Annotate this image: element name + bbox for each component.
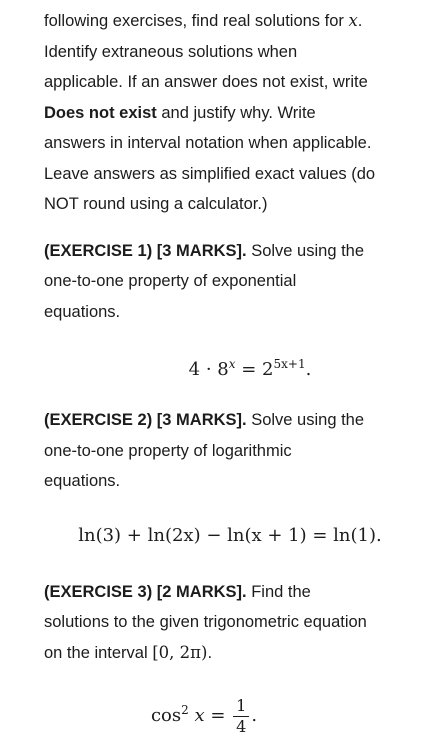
exercise-3 bbox=[44, 577, 416, 739]
math-variable: x bbox=[348, 11, 358, 30]
document-body bbox=[44, 6, 416, 738]
exercise-3-equation bbox=[44, 682, 416, 738]
exercise-heading-line bbox=[44, 236, 416, 267]
text: . bbox=[357, 12, 363, 30]
equation-exponent: 2 bbox=[181, 703, 189, 717]
math-variable: x bbox=[188, 705, 205, 726]
fraction bbox=[233, 696, 249, 737]
exercise-heading: (EXERCISE 3) [2 MARKS]. bbox=[44, 582, 247, 601]
equation-term: . bbox=[305, 359, 312, 380]
exercise-heading: (EXERCISE 1) [3 MARKS]. bbox=[44, 241, 247, 260]
instructions-line: Leave answers as simplified exact values (do bbox=[44, 164, 376, 183]
text: Solve using the bbox=[246, 411, 365, 429]
exercise-2 bbox=[44, 405, 416, 561]
exercise-text-line: equations. bbox=[44, 472, 121, 490]
exercise-text-line bbox=[44, 638, 416, 669]
equation-term: = 2 bbox=[235, 359, 274, 380]
exercise-1 bbox=[44, 236, 416, 390]
instructions-line: NOT round using a calculator.) bbox=[44, 195, 268, 213]
exercise-heading-line bbox=[44, 405, 416, 436]
exercise-heading-line bbox=[44, 577, 416, 608]
text: Find the bbox=[246, 582, 311, 601]
instructions-line: answers in interval notation when applicable. bbox=[44, 134, 372, 152]
equation-text: ln(3) + ln(2x) − ln(x + 1) = ln(1). bbox=[78, 524, 382, 546]
instructions-paragraph bbox=[44, 6, 416, 220]
exercise-2-equation bbox=[44, 511, 416, 561]
text: Solve using the bbox=[246, 241, 365, 260]
instructions-line bbox=[44, 98, 416, 129]
instructions-line: Identify extraneous solutions when bbox=[44, 42, 298, 61]
interval-notation: [0, 2π) bbox=[152, 642, 208, 662]
exercise-1-equation bbox=[44, 339, 416, 389]
equation-term: = bbox=[204, 705, 232, 726]
exercise-text-line: one-to-one property of exponential bbox=[44, 272, 297, 290]
instructions-line: applicable. If an answer does not exist, write bbox=[44, 73, 368, 91]
equation-exponent: x bbox=[228, 357, 236, 371]
exercise-text-line: equations. bbox=[44, 302, 121, 321]
equation-term: cos bbox=[150, 705, 182, 726]
equation-exponent: 5x+1 bbox=[273, 357, 306, 371]
text: on the interval bbox=[44, 643, 153, 662]
exercise-heading: (EXERCISE 2) [3 MARKS]. bbox=[44, 411, 247, 429]
equation-term: 4 · 8 bbox=[188, 359, 229, 380]
fraction-numerator: 1 bbox=[233, 696, 249, 717]
text: following exercises, find real solutions for bbox=[44, 12, 349, 30]
text: . bbox=[207, 643, 213, 662]
bold-text: Does not exist bbox=[44, 103, 157, 122]
instructions-line bbox=[44, 6, 416, 37]
exercise-text-line: solutions to the given trigonometric equation bbox=[44, 613, 367, 631]
fraction-denominator: 4 bbox=[236, 716, 247, 736]
text: and justify why. Write bbox=[156, 103, 316, 122]
equation-term: . bbox=[251, 705, 258, 726]
exercise-text-line: one-to-one property of logarithmic bbox=[44, 441, 292, 460]
